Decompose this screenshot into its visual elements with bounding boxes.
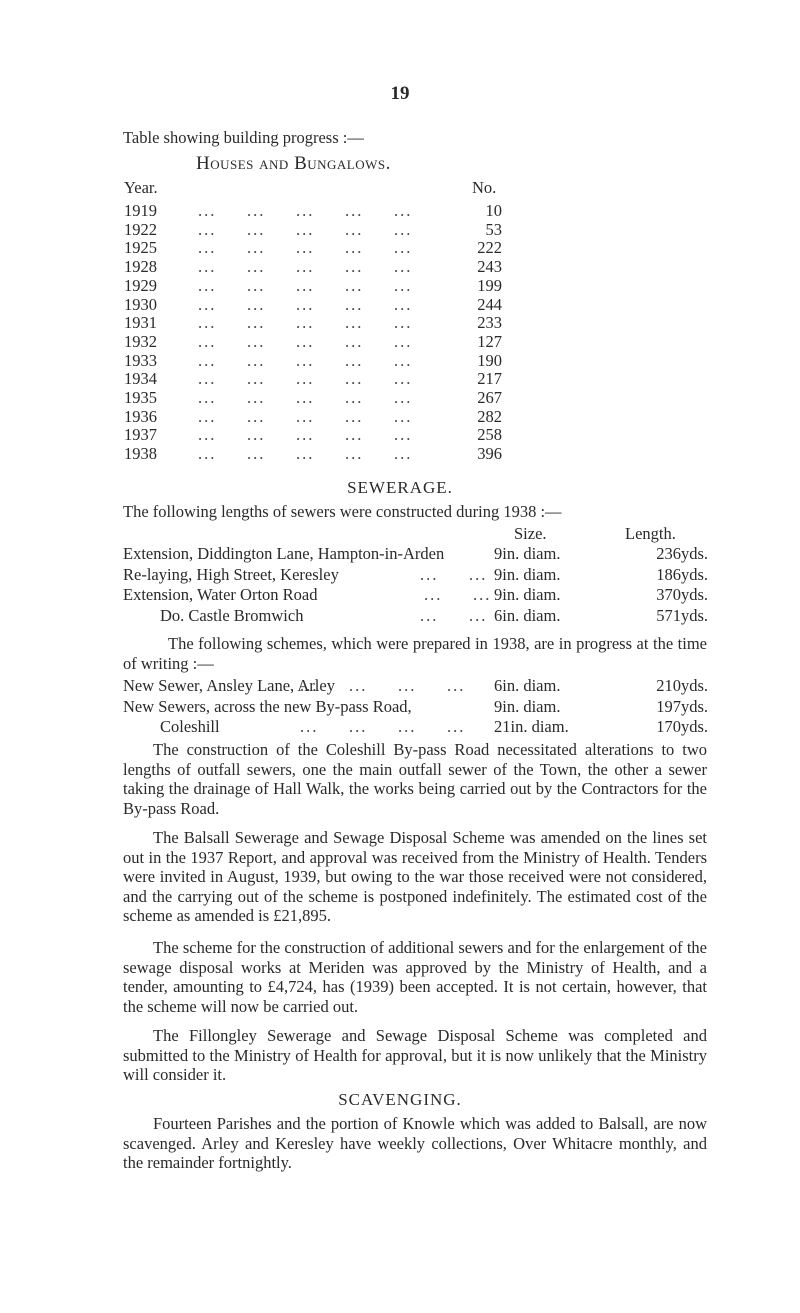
sewer-size: 9in. diam.: [494, 544, 561, 563]
sewerage-intro: The following lengths of sewers were constructed during 1938 :—: [123, 502, 562, 521]
table-row-year: 1936: [124, 406, 157, 426]
leader-dots: ... ... ... ... ...: [198, 444, 413, 464]
leader-dots: ... ... ... ... ...: [198, 369, 413, 389]
table-row-number: 282: [477, 406, 502, 426]
table-row-number: 243: [477, 257, 502, 277]
sewer-size: 9in. diam.: [494, 585, 561, 604]
sewer-size: 6in. diam.: [494, 676, 561, 695]
sewerage-paragraph-1: The construction of the Coleshill By-pass Road necessitated alterations to two lengths of outfall sewers, one the main outfall sewer of the Town, the other a sewer taking the drainage of Hall Walk, the works being carried out by the Contractors for the By-pass Road.: [123, 740, 707, 818]
leader-dots: ... ... ... ... ...: [198, 219, 413, 239]
leader-dots: ... ... ... ... ...: [198, 257, 413, 277]
leader-dots: ... ... ... ...: [300, 717, 466, 736]
sewer-size: 6in. diam.: [494, 605, 561, 625]
leader-dots: ... ...: [424, 585, 492, 604]
sewer-description: Do. Castle Bromwich: [160, 605, 304, 625]
col-size-header: Size.: [514, 524, 547, 543]
leader-dots: ... ... ... ... ...: [198, 313, 413, 333]
page-number: 19: [390, 83, 410, 104]
table-row-number: 53: [485, 219, 502, 239]
sewer-description: Coleshill: [160, 717, 220, 736]
leader-dots: ... ... ... ... ...: [198, 238, 413, 258]
sewer-length: 370yds.: [656, 585, 708, 604]
leader-dots: ... ... ... ... ...: [198, 275, 413, 295]
table-row-number: 217: [477, 369, 502, 389]
table-row-number: 244: [477, 294, 502, 314]
leader-dots: ... ... ... ...: [300, 676, 466, 695]
sewer-size: 9in. diam.: [494, 696, 561, 716]
leader-dots: ... ... ... ... ...: [198, 331, 413, 351]
table-row-year: 1930: [124, 294, 157, 314]
scavenging-paragraph: Fourteen Parishes and the portion of Knowle which was added to Balsall, are now scavenged. Arley and Keresley have weekly collections, Over Whitacre monthly, and the remainder fortnightly.: [123, 1114, 707, 1173]
table-row-year: 1933: [124, 350, 157, 370]
table-row-number: 267: [477, 388, 502, 407]
col-no-header: No.: [472, 178, 497, 197]
table-row-year: 1928: [124, 257, 157, 277]
table-row-year: 1929: [124, 275, 157, 295]
table-row-year: 1937: [124, 425, 157, 445]
schemes-intro: The following schemes, which were prepared in 1938, are in progress at the time of writing :—: [123, 634, 707, 673]
table-row-number: 222: [477, 238, 502, 258]
sewer-description: New Sewer, Ansley Lane, Arley: [123, 676, 335, 695]
table-row-number: 190: [477, 350, 502, 370]
leader-dots: ... ...: [420, 605, 488, 625]
leader-dots: ... ... ... ... ...: [198, 406, 413, 426]
table-row-number: 258: [477, 425, 502, 445]
sewer-description: Extension, Diddington Lane, Hampton-in-Arden: [123, 544, 445, 563]
col-length-header: Length.: [625, 524, 676, 543]
scavenging-heading: SCAVENGING.: [338, 1090, 462, 1109]
sewer-length: 170yds.: [656, 717, 708, 736]
leader-dots: ... ... ... ... ...: [198, 201, 413, 220]
table-row-number: 396: [477, 444, 502, 464]
table-row-year: 1931: [124, 313, 157, 333]
table-row-number: 10: [485, 201, 502, 220]
sewerage-paragraph-3: The scheme for the construction of additional sewers and for the enlargement of the sewage disposal works at Meriden was approved by the Ministry of Health, and a tender, amounting to £4,724, has (1939) been accepted. It is not certain, however, that the scheme will now be carried out.: [123, 938, 707, 1016]
building-intro: Table showing building progress :—: [123, 128, 364, 147]
table-row-year: 1925: [124, 238, 157, 258]
table-row-year: 1922: [124, 219, 157, 239]
sewer-length: 571yds.: [656, 605, 708, 625]
table-row-number: 233: [477, 313, 502, 333]
col-year-header: Year.: [124, 178, 158, 197]
sewer-length: 210yds.: [656, 676, 708, 695]
sewer-length: 186yds.: [656, 564, 708, 584]
sewer-description: Re-laying, High Street, Keresley: [123, 564, 339, 584]
leader-dots: ... ...: [420, 564, 488, 584]
leader-dots: ... ... ... ... ...: [198, 388, 413, 407]
sewerage-paragraph-4: The Fillongley Sewerage and Sewage Disposal Scheme was completed and submitted to the Ministry of Health for approval, but it is now unlikely that the Ministry will consider it.: [123, 1026, 707, 1085]
sewerage-paragraph-2: The Balsall Sewerage and Sewage Disposal Scheme was amended on the lines set out in the 1937 Report, and approval was received from the Ministry of Health. Tenders were invited in August, 1939, but owing to the war those received were not considered, and the carrying out of the scheme is postponed indefinitely. The estimated cost of the scheme as amended is £21,895.: [123, 828, 707, 926]
table-row-year: 1935: [124, 388, 157, 407]
sewer-description: Extension, Water Orton Road: [123, 585, 318, 604]
sewerage-heading: SEWERAGE.: [347, 478, 453, 497]
table-row-year: 1938: [124, 444, 157, 464]
table-row-year: 1919: [124, 201, 157, 220]
table-row-year: 1934: [124, 369, 157, 389]
table-row-year: 1932: [124, 331, 157, 351]
table-row-number: 127: [477, 331, 502, 351]
sewer-size: 21in. diam.: [494, 717, 569, 736]
table-row-number: 199: [477, 275, 502, 295]
sewer-length: 236yds.: [656, 544, 708, 563]
building-heading: Houses and Bungalows.: [196, 153, 391, 174]
leader-dots: ... ... ... ... ...: [198, 350, 413, 370]
leader-dots: ... ... ... ... ...: [198, 425, 413, 445]
sewer-length: 197yds.: [656, 696, 708, 716]
sewer-description: New Sewers, across the new By-pass Road,: [123, 696, 412, 716]
leader-dots: ... ... ... ... ...: [198, 294, 413, 314]
sewer-size: 9in. diam.: [494, 564, 561, 584]
